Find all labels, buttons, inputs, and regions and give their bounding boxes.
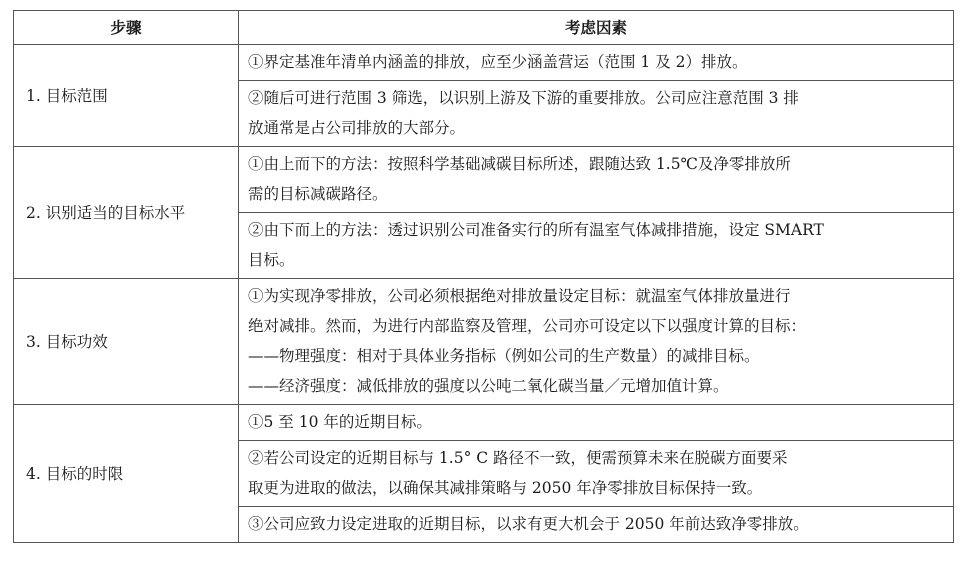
factor-cell [239, 441, 954, 507]
step-cell-3: 3. 目标功效 [14, 279, 239, 405]
factor-line: 放通常是占公司排放的大部分。 [248, 119, 466, 137]
factor-cell [239, 45, 954, 81]
table-row [14, 147, 954, 213]
factor-line: 目标。 [248, 251, 295, 269]
factor-line: 绝对减排。然而，为进行内部监察及管理，公司亦可设定以下以强度计算的目标： [248, 317, 807, 335]
factor-line: ①界定基准年清单内涵盖的排放，应至少涵盖营运（范围 1 及 2）排放。 [248, 53, 748, 71]
factor-line: ①由上而下的方法：按照科学基础减碳目标所述，跟随达致 1.5℃及净零排放所 [248, 155, 791, 173]
table-row [14, 405, 954, 441]
factor-line: 需的目标减碳路径。 [248, 185, 388, 203]
factor-cell [239, 213, 954, 279]
factor-line: ①5 至 10 年的近期目标。 [248, 413, 432, 431]
factor-line: ——物理强度：相对于具体业务指标（例如公司的生产数量）的减排目标。 [248, 347, 760, 365]
factor-cell [239, 147, 954, 213]
document-page [13, 10, 953, 543]
factor-cell [239, 279, 954, 405]
factor-line: ——经济强度：减低排放的强度以公吨二氧化碳当量／元增加值计算。 [248, 377, 729, 395]
step-cell-4: 4. 目标的时限 [14, 405, 239, 543]
factor-cell [239, 81, 954, 147]
table-row [14, 45, 954, 81]
table-row [14, 279, 954, 405]
header-step: 步骤 [14, 11, 239, 45]
factor-line: ②随后可进行范围 3 筛选，以识别上游及下游的重要排放。公司应注意范围 3 排 [248, 89, 799, 107]
step-cell-2: 2. 识别适当的目标水平 [14, 147, 239, 279]
factor-line: 取更为进取的做法，以确保其减排策略与 2050 年净零排放目标保持一致。 [248, 479, 763, 497]
factor-line: ①为实现净零排放，公司必须根据绝对排放量设定目标：就温室气体排放量进行 [248, 287, 791, 305]
factor-cell [239, 405, 954, 441]
factor-line: ②若公司设定的近期目标与 1.5° C 路径不一致，便需预算未来在脱碳方面要采 [248, 449, 788, 467]
factor-cell [239, 507, 954, 543]
factor-line: ③公司应致力设定进取的近期目标，以求有更大机会于 2050 年前达致净零排放。 [248, 515, 809, 533]
step-cell-1: 1. 目标范围 [14, 45, 239, 147]
table-header-row [14, 11, 954, 45]
header-factor: 考虑因素 [239, 11, 954, 45]
factor-line: ②由下而上的方法：透过识别公司准备实行的所有温室气体减排措施，设定 SMART [248, 221, 824, 239]
target-setting-table [13, 10, 954, 543]
